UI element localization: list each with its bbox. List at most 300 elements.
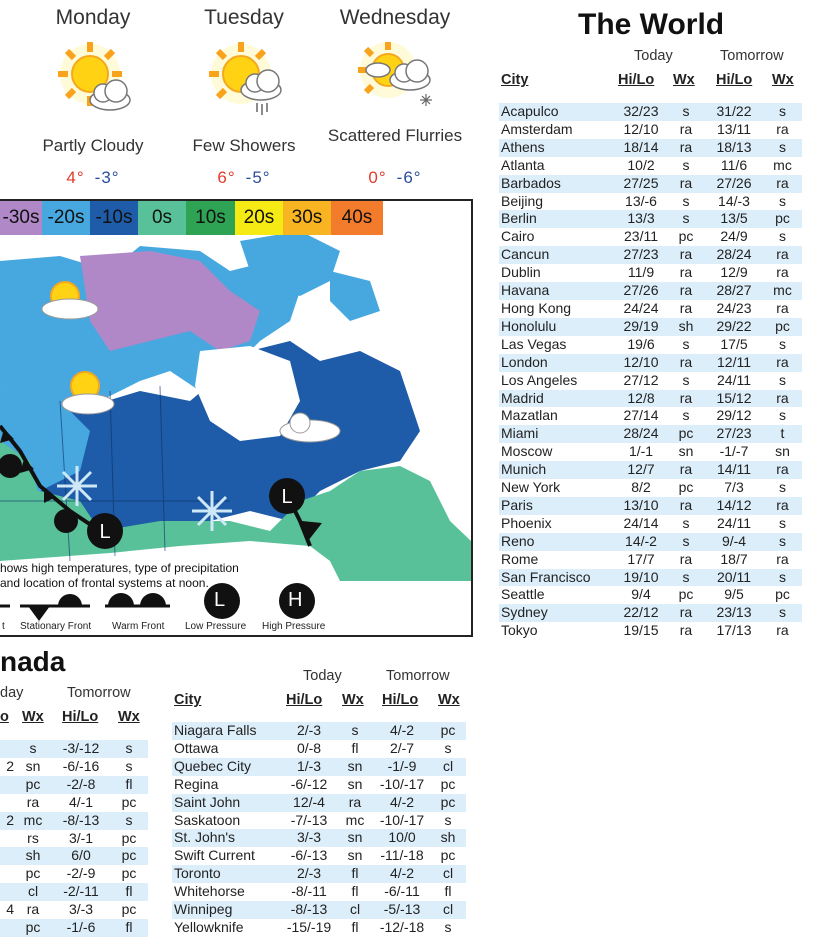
- table-row: [0, 883, 148, 901]
- table-cell: pc: [763, 318, 802, 336]
- table-cell: 1/-3: [282, 758, 336, 776]
- table-cell: 13/-6: [625, 192, 657, 209]
- table-cell: 13/5: [705, 210, 763, 228]
- key-low-letter: L: [214, 589, 226, 611]
- table-cell: -7/-13: [290, 811, 328, 828]
- table-cell: Moscow: [501, 443, 553, 460]
- table-cell: mc: [763, 282, 802, 300]
- table-cell: sh: [14, 847, 52, 865]
- canada-left-header-hilo: o: [0, 709, 9, 725]
- table-cell: Miami: [499, 425, 615, 443]
- svg-text:L: L: [99, 521, 111, 543]
- table-cell: cl: [430, 901, 466, 919]
- forecast-condition-2: Few Showers: [192, 136, 296, 155]
- table-cell: s: [779, 371, 786, 388]
- table-cell: pc: [110, 847, 148, 865]
- table-cell: sh: [667, 318, 705, 336]
- table-cell: St. John's: [172, 829, 282, 847]
- table-cell: s: [444, 811, 452, 828]
- table-cell: ra: [679, 622, 693, 639]
- table-cell: 17/5: [720, 335, 748, 352]
- key-stationary-front: Stationary Front: [20, 621, 92, 632]
- table-cell: Madrid: [499, 390, 615, 408]
- table-cell: pc: [14, 919, 52, 937]
- table-cell: 6/0: [52, 847, 110, 865]
- map-caption-2: and location of frontal systems at noon.: [0, 576, 209, 590]
- table-row: [499, 515, 802, 533]
- table-cell: London: [499, 354, 615, 372]
- table-cell: s: [682, 514, 690, 531]
- table-cell: 9/4: [631, 586, 651, 603]
- table-cell: t: [763, 425, 802, 443]
- table-cell: 13/10: [615, 497, 667, 515]
- table-row: [0, 901, 148, 919]
- table-row: [0, 865, 148, 883]
- table-cell: 14/11: [705, 461, 763, 479]
- table-cell: ra: [776, 120, 789, 137]
- table-cell: Quebec City: [172, 758, 282, 776]
- table-cell: 12/7: [615, 461, 667, 479]
- table-cell: fl: [351, 918, 359, 935]
- table-cell: sn: [347, 775, 363, 792]
- weather-map: [0, 199, 473, 637]
- table-cell: Winnipeg: [172, 901, 282, 919]
- forecast-temps-2: [169, 168, 319, 188]
- canada-title: nada: [0, 646, 66, 677]
- table-cell: Barbados: [499, 175, 615, 193]
- table-cell: 14/-2: [615, 533, 667, 551]
- table-cell: fl: [351, 739, 359, 756]
- table-cell: ra: [763, 354, 802, 372]
- forecast-hi: 6°: [217, 168, 236, 187]
- table-row: [172, 829, 466, 847]
- table-cell: Phoenix: [501, 514, 552, 531]
- world-today-label: Today: [634, 48, 673, 64]
- table-cell: Beijing: [501, 192, 544, 209]
- key-high-letter: H: [288, 589, 303, 611]
- sun-cloud-snow-icon: [350, 40, 440, 120]
- table-cell: s: [763, 533, 802, 551]
- table-cell: Tokyo: [501, 622, 538, 639]
- table-cell: pc: [430, 794, 466, 812]
- table-cell: 23/13: [705, 604, 763, 622]
- table-row: [172, 740, 466, 758]
- legend-swatch: 10s: [186, 201, 235, 235]
- table-row: [499, 300, 802, 318]
- table-cell: s: [763, 569, 802, 587]
- table-cell: 18/7: [720, 550, 748, 567]
- world-header-hilo2: Hi/Lo: [716, 72, 753, 88]
- table-cell: ra: [667, 497, 705, 515]
- table-cell: 17/7: [627, 550, 655, 567]
- table-cell: 9/-4: [705, 533, 763, 551]
- legend-swatch: 40s: [331, 201, 383, 235]
- table-cell: mc: [14, 812, 52, 830]
- table-cell: 4/-1: [68, 793, 94, 810]
- table-cell: Toronto: [172, 865, 282, 883]
- table-cell: s: [763, 103, 802, 121]
- table-cell: -8/-11: [291, 883, 327, 900]
- table-cell: ra: [336, 794, 374, 812]
- svg-text:L: L: [281, 486, 293, 508]
- table-cell: 4/-2: [374, 865, 430, 883]
- table-row: [172, 812, 466, 830]
- table-cell: Munich: [499, 461, 615, 479]
- table-cell: mc: [773, 156, 792, 173]
- table-cell: cl: [430, 865, 466, 883]
- table-row: [0, 794, 148, 812]
- table-row: [172, 919, 466, 937]
- table-cell: Cairo: [501, 228, 535, 245]
- table-cell: ra: [763, 461, 802, 479]
- table-cell: 3/-1: [68, 829, 94, 846]
- table-cell: ra: [667, 390, 705, 408]
- table-cell: [0, 883, 14, 901]
- table-cell: 19/15: [623, 622, 659, 639]
- table-cell: Reno: [499, 533, 615, 551]
- canada-left-tomorrow: Tomorrow: [67, 685, 131, 701]
- table-cell: pc: [763, 210, 802, 228]
- table-cell: -3/-12: [52, 740, 110, 758]
- canada-left-table: [0, 740, 148, 937]
- table-cell: 29/12: [716, 407, 752, 424]
- table-cell: s: [336, 722, 374, 740]
- table-row: [499, 175, 802, 193]
- table-cell: 2/-3: [282, 865, 336, 883]
- table-cell: fl: [444, 883, 452, 900]
- table-row: [499, 246, 802, 264]
- table-cell: 3/-3: [282, 829, 336, 847]
- table-cell: 20/11: [705, 569, 763, 587]
- table-cell: 24/11: [717, 514, 751, 531]
- legend-swatch: -10s: [90, 201, 138, 235]
- table-cell: s: [110, 740, 148, 758]
- table-cell: s: [779, 514, 786, 531]
- table-cell: 27/26: [615, 282, 667, 300]
- table-cell: cl: [14, 883, 52, 901]
- table-cell: -1/-6: [52, 919, 110, 937]
- canada-right-today: Today: [303, 668, 342, 684]
- table-cell: -2/-9: [66, 865, 96, 882]
- table-cell: cl: [336, 901, 374, 919]
- table-cell: -6/-16: [62, 757, 100, 774]
- table-cell: 28/24: [615, 425, 667, 443]
- table-cell: Saint John: [172, 794, 282, 812]
- table-cell: 9/5: [724, 586, 744, 603]
- table-cell: 8/2: [631, 479, 651, 496]
- table-cell: 29/19: [615, 318, 667, 336]
- table-cell: sn: [347, 847, 363, 864]
- forecast-lo: -3°: [94, 168, 120, 187]
- table-cell: ra: [776, 299, 789, 316]
- table-cell: ra: [776, 550, 789, 567]
- table-cell: s: [779, 228, 786, 245]
- table-cell: Saskatoon: [174, 811, 241, 828]
- table-cell: 31/22: [705, 103, 763, 121]
- table-row: [172, 865, 466, 883]
- table-cell: 27/14: [623, 407, 659, 424]
- sun-cloud-icon: [48, 40, 138, 120]
- table-row: [499, 354, 802, 372]
- map-caption-1: hows high temperatures, type of precipitation: [0, 561, 239, 575]
- table-row: [499, 193, 802, 211]
- table-cell: 18/13: [705, 139, 763, 157]
- table-cell: ra: [26, 901, 40, 918]
- forecast-temps-1: [18, 168, 168, 188]
- table-cell: 2: [6, 757, 14, 774]
- table-cell: s: [682, 335, 690, 352]
- table-cell: pc: [678, 586, 694, 603]
- table-row: [172, 794, 466, 812]
- table-row: [499, 407, 802, 425]
- table-cell: pc: [121, 829, 137, 846]
- table-cell: Las Vegas: [501, 335, 567, 352]
- table-cell: Dublin: [501, 264, 541, 281]
- table-cell: cl: [430, 758, 466, 776]
- table-cell: -2/-8: [52, 776, 110, 794]
- table-cell: rs: [27, 829, 39, 846]
- table-row: [0, 830, 148, 848]
- canada-right-header-wx: Wx: [342, 692, 364, 708]
- canada-right-header-wx2: Wx: [438, 692, 460, 708]
- table-cell: pc: [678, 479, 694, 496]
- table-cell: 12/-4: [282, 794, 336, 812]
- table-cell: -5/-13: [374, 901, 430, 919]
- table-row: [499, 479, 802, 497]
- table-cell: ra: [679, 299, 693, 316]
- table-cell: ra: [667, 604, 705, 622]
- table-cell: 12/10: [615, 354, 667, 372]
- legend-swatch: 30s: [283, 201, 331, 235]
- table-cell: 11/9: [627, 264, 655, 281]
- key-t-label: t: [2, 621, 5, 632]
- table-cell: pc: [440, 775, 456, 792]
- table-cell: Ottawa: [174, 739, 219, 756]
- table-cell: fl: [351, 883, 359, 900]
- world-tomorrow-label: Tomorrow: [720, 48, 784, 64]
- table-row: [499, 228, 802, 246]
- table-row: [172, 722, 466, 740]
- world-title: The World: [578, 8, 725, 41]
- table-row: [499, 461, 802, 479]
- table-cell: San Francisco: [499, 569, 615, 587]
- forecast-hi: 4°: [66, 168, 85, 187]
- table-cell: Mazatlan: [501, 407, 558, 424]
- table-cell: 14/12: [705, 497, 763, 515]
- table-cell: s: [682, 371, 690, 388]
- table-cell: Yellowknife: [174, 918, 244, 935]
- table-row: [499, 336, 802, 354]
- table-cell: 22/12: [615, 604, 667, 622]
- table-row: [172, 776, 466, 794]
- table-cell: pc: [775, 586, 790, 603]
- table-cell: 24/11: [717, 371, 751, 388]
- table-cell: s: [667, 210, 705, 228]
- table-cell: 24/14: [623, 514, 659, 531]
- world-header-hilo: Hi/Lo: [618, 72, 655, 88]
- canada-left-today: day: [0, 685, 24, 701]
- table-row: [0, 812, 148, 830]
- table-cell: pc: [14, 776, 52, 794]
- table-cell: Honolulu: [499, 318, 615, 336]
- table-cell: 2/-3: [282, 722, 336, 740]
- table-cell: 32/23: [615, 103, 667, 121]
- table-cell: 11/6: [720, 156, 748, 173]
- table-row: [499, 121, 802, 139]
- table-cell: [0, 794, 14, 812]
- table-cell: -8/-13: [52, 812, 110, 830]
- table-cell: s: [667, 533, 705, 551]
- table-cell: -6/-11: [384, 883, 420, 900]
- table-row: [172, 758, 466, 776]
- sun-cloud-rain-icon: [199, 40, 289, 120]
- table-cell: ra: [763, 175, 802, 193]
- table-cell: sh: [430, 829, 466, 847]
- table-row: [499, 318, 802, 336]
- world-header-city: City: [501, 72, 529, 88]
- key-high-pressure: High Pressure: [262, 621, 326, 632]
- table-row: [499, 157, 802, 175]
- table-cell: Rome: [501, 550, 539, 567]
- table-cell: 24/24: [623, 299, 659, 316]
- table-cell: Atlanta: [501, 156, 545, 173]
- table-cell: -15/-19: [286, 918, 332, 935]
- canada-left-header-hilo2: Hi/Lo: [62, 709, 99, 725]
- table-cell: [0, 740, 14, 758]
- table-cell: sn: [678, 443, 694, 460]
- table-row: [499, 264, 802, 282]
- table-cell: 12/10: [623, 120, 659, 137]
- table-cell: 4: [6, 901, 14, 918]
- table-cell: Cancun: [499, 246, 615, 264]
- table-row: [499, 103, 802, 121]
- table-cell: -12/-18: [379, 918, 425, 935]
- table-cell: 10/0: [374, 829, 430, 847]
- table-cell: 19/10: [615, 569, 667, 587]
- table-cell: [0, 776, 14, 794]
- table-cell: ra: [763, 390, 802, 408]
- table-cell: 24/9: [720, 228, 748, 245]
- table-cell: 2/-7: [389, 739, 415, 756]
- table-cell: -10/-17: [379, 811, 425, 828]
- table-cell: 13/11: [717, 120, 751, 137]
- table-row: [499, 210, 802, 228]
- table-cell: ra: [679, 120, 693, 137]
- table-cell: ra: [776, 622, 789, 639]
- table-cell: 29/22: [705, 318, 763, 336]
- table-row: [499, 443, 802, 461]
- table-cell: 15/12: [705, 390, 763, 408]
- table-cell: ra: [667, 461, 705, 479]
- table-cell: fl: [110, 883, 148, 901]
- canada-left-header-wx: Wx: [22, 709, 44, 725]
- table-cell: sn: [336, 758, 374, 776]
- table-cell: s: [763, 139, 802, 157]
- table-cell: s: [682, 192, 690, 209]
- table-cell: s: [779, 192, 786, 209]
- table-cell: mc: [345, 811, 365, 828]
- table-cell: ra: [667, 246, 705, 264]
- table-cell: 12/11: [705, 354, 763, 372]
- table-cell: ra: [763, 246, 802, 264]
- table-cell: 1/-1: [628, 443, 654, 460]
- table-cell: ra: [667, 139, 705, 157]
- table-cell: Acapulco: [499, 103, 615, 121]
- table-row: [499, 390, 802, 408]
- table-cell: [0, 847, 14, 865]
- table-cell: pc: [440, 847, 456, 864]
- table-cell: -10/-17: [379, 775, 425, 792]
- table-cell: Paris: [499, 497, 615, 515]
- table-cell: -6/-13: [290, 847, 328, 864]
- table-cell: 2: [0, 812, 14, 830]
- table-cell: ra: [679, 264, 693, 281]
- table-cell: pc: [678, 228, 694, 245]
- table-cell: fl: [110, 919, 148, 937]
- table-cell: s: [444, 918, 452, 935]
- world-header-wx: Wx: [673, 72, 695, 88]
- table-cell: pc: [121, 865, 137, 882]
- table-row: [0, 919, 148, 937]
- table-cell: s: [125, 757, 133, 774]
- table-cell: s: [110, 812, 148, 830]
- table-cell: 14/-3: [718, 192, 750, 209]
- table-cell: -6/-12: [290, 775, 328, 792]
- table-cell: 12/9: [720, 264, 748, 281]
- table-cell: pc: [121, 901, 137, 918]
- table-cell: 0/-8: [296, 739, 322, 756]
- table-row: [499, 622, 802, 640]
- table-row: [499, 604, 802, 622]
- table-cell: 24/23: [716, 299, 752, 316]
- table-cell: fl: [336, 865, 374, 883]
- table-row: [0, 776, 148, 794]
- table-cell: s: [667, 103, 705, 121]
- table-cell: 7/3: [724, 479, 744, 496]
- table-cell: 13/3: [615, 210, 667, 228]
- table-cell: sn: [336, 829, 374, 847]
- forecast-lo: -6°: [396, 168, 422, 187]
- forecast-day-2: Tuesday: [204, 6, 284, 29]
- table-row: [0, 740, 148, 758]
- table-cell: ra: [667, 354, 705, 372]
- forecast-day-1: Monday: [55, 6, 131, 29]
- table-cell: s: [14, 740, 52, 758]
- table-cell: s: [763, 604, 802, 622]
- table-cell: ra: [679, 550, 693, 567]
- table-row: [499, 372, 802, 390]
- canada-right-tomorrow: Tomorrow: [386, 668, 450, 684]
- table-cell: 3/-3: [68, 901, 94, 918]
- table-cell: 4/-2: [374, 722, 430, 740]
- forecast-condition-1: Partly Cloudy: [42, 136, 144, 155]
- table-cell: 27/26: [705, 175, 763, 193]
- table-cell: -1/-9: [374, 758, 430, 776]
- table-cell: Niagara Falls: [172, 722, 282, 740]
- table-cell: 28/27: [705, 282, 763, 300]
- legend-swatch: -20s: [42, 201, 90, 235]
- table-cell: Regina: [174, 775, 219, 792]
- table-row: [499, 551, 802, 569]
- canada-right-header-hilo2: Hi/Lo: [382, 692, 419, 708]
- table-cell: pc: [121, 793, 137, 810]
- table-cell: 23/11: [624, 228, 658, 245]
- table-cell: pc: [667, 425, 705, 443]
- table-cell: 27/25: [615, 175, 667, 193]
- table-cell: sn: [25, 757, 41, 774]
- table-cell: ra: [763, 497, 802, 515]
- table-row: [0, 847, 148, 865]
